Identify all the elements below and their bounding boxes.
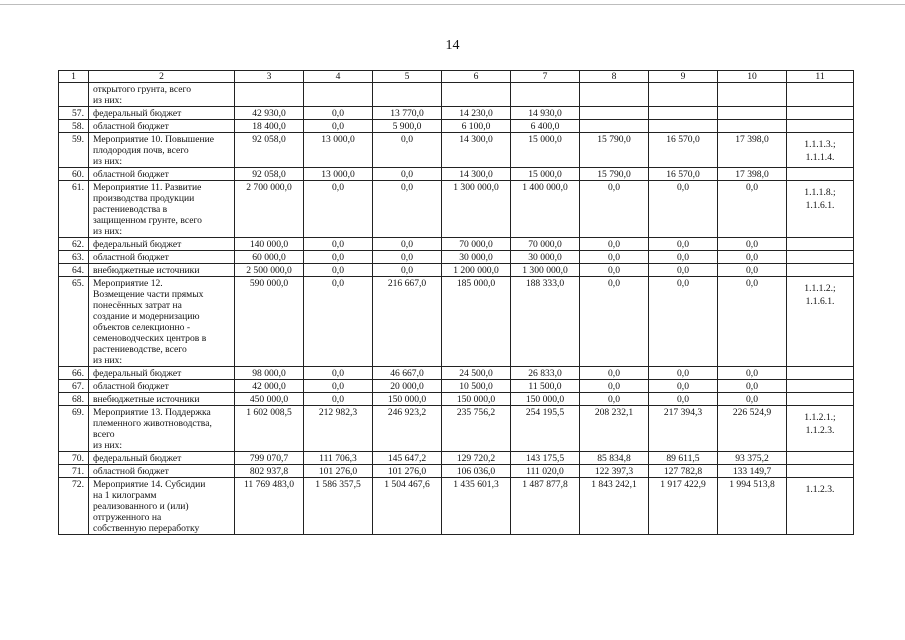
- value-col-6: 185 000,0: [442, 277, 511, 367]
- row-number: [59, 83, 89, 107]
- value-col-10: 0,0: [718, 277, 787, 367]
- header-col-4: 4: [304, 71, 373, 83]
- value-col-8: [580, 83, 649, 107]
- row-number: 71.: [59, 465, 89, 478]
- value-col-6: 129 720,2: [442, 452, 511, 465]
- row-name-line: внебюджетные источники: [93, 265, 200, 276]
- row-reference: [787, 264, 854, 277]
- value-col-4: [304, 83, 373, 107]
- value-col-3: 450 000,0: [235, 393, 304, 406]
- value-col-9: 89 611,5: [649, 452, 718, 465]
- row-name-line: растениеводства в: [93, 204, 168, 215]
- value-col-8: 122 397,3: [580, 465, 649, 478]
- value-col-7: 15 000,0: [511, 168, 580, 181]
- row-number: 60.: [59, 168, 89, 181]
- row-name-line: реализованного и (или): [93, 501, 189, 512]
- page-number: 14: [445, 38, 460, 53]
- row-name: [89, 264, 235, 277]
- row-name-line: внебюджетные источники: [93, 394, 200, 405]
- row-name: [89, 367, 235, 380]
- row-name-line: производства продукции: [93, 193, 195, 204]
- value-col-10: 133 149,7: [718, 465, 787, 478]
- value-col-5: 0,0: [373, 238, 442, 251]
- value-col-3: 11 769 483,0: [235, 478, 304, 535]
- value-col-7: 254 195,5: [511, 406, 580, 452]
- row-name-line: создание и модернизацию: [93, 311, 200, 322]
- reference-line: 1.1.6.1.: [805, 296, 835, 307]
- value-col-10: [718, 120, 787, 133]
- row-reference: [787, 277, 854, 367]
- budget-table: [58, 70, 854, 535]
- row-number: 67.: [59, 380, 89, 393]
- table-row: [59, 393, 854, 406]
- value-col-9: 0,0: [649, 181, 718, 238]
- value-col-5: 0,0: [373, 168, 442, 181]
- value-col-8: 0,0: [580, 264, 649, 277]
- row-name-line: Мероприятие 10. Повышение: [93, 134, 214, 145]
- row-number: 66.: [59, 367, 89, 380]
- row-number: 69.: [59, 406, 89, 452]
- header-col-5: 5: [373, 71, 442, 83]
- row-name: [89, 380, 235, 393]
- value-col-5: 216 667,0: [373, 277, 442, 367]
- value-col-3: 18 400,0: [235, 120, 304, 133]
- table-row: [59, 133, 854, 168]
- table-row: [59, 478, 854, 535]
- row-number: 57.: [59, 107, 89, 120]
- value-col-9: [649, 120, 718, 133]
- row-name-line: федеральный бюджет: [93, 108, 182, 119]
- row-name-line: Мероприятие 11. Развитие: [93, 182, 202, 193]
- row-name: [89, 120, 235, 133]
- value-col-7: 70 000,0: [511, 238, 580, 251]
- value-col-3: 92 058,0: [235, 168, 304, 181]
- value-col-3: 60 000,0: [235, 251, 304, 264]
- row-name-line: федеральный бюджет: [93, 368, 182, 379]
- row-name-line: открытого грунта, всего: [93, 84, 192, 95]
- value-col-7: [511, 83, 580, 107]
- table-row: [59, 277, 854, 367]
- row-reference: [787, 380, 854, 393]
- value-col-9: 1 917 422,9: [649, 478, 718, 535]
- row-name: [89, 277, 235, 367]
- value-col-8: 0,0: [580, 181, 649, 238]
- value-col-4: 0,0: [304, 120, 373, 133]
- value-col-7: 1 487 877,8: [511, 478, 580, 535]
- value-col-6: 30 000,0: [442, 251, 511, 264]
- value-col-6: 1 300 000,0: [442, 181, 511, 238]
- value-col-8: 0,0: [580, 251, 649, 264]
- row-name-line: из них:: [93, 355, 123, 366]
- value-col-5: 145 647,2: [373, 452, 442, 465]
- value-col-10: 1 994 513,8: [718, 478, 787, 535]
- value-col-6: 106 036,0: [442, 465, 511, 478]
- row-name-line: из них:: [93, 95, 123, 106]
- value-col-4: 13 000,0: [304, 168, 373, 181]
- row-name-line: понесённых затрат на: [93, 300, 182, 311]
- value-col-8: 1 843 242,1: [580, 478, 649, 535]
- value-col-3: 799 070,7: [235, 452, 304, 465]
- value-col-4: 0,0: [304, 264, 373, 277]
- value-col-6: 14 230,0: [442, 107, 511, 120]
- row-name-line: федеральный бюджет: [93, 453, 182, 464]
- value-col-8: 0,0: [580, 367, 649, 380]
- table-row: [59, 120, 854, 133]
- value-col-10: 0,0: [718, 238, 787, 251]
- reference-line: 1.1.1.4.: [805, 152, 835, 163]
- value-col-4: 1 586 357,5: [304, 478, 373, 535]
- row-name-line: собственную переработку: [93, 523, 200, 534]
- row-reference: [787, 107, 854, 120]
- row-name: [89, 452, 235, 465]
- value-col-6: 235 756,2: [442, 406, 511, 452]
- row-number: 65.: [59, 277, 89, 367]
- row-reference: [787, 168, 854, 181]
- row-name-line: из них:: [93, 156, 123, 167]
- value-col-3: [235, 83, 304, 107]
- row-name-line: из них:: [93, 226, 123, 237]
- page-top-rule: [0, 4, 905, 5]
- value-col-7: 150 000,0: [511, 393, 580, 406]
- value-col-4: 0,0: [304, 367, 373, 380]
- row-number: 62.: [59, 238, 89, 251]
- reference-line: 1.1.6.1.: [805, 200, 835, 211]
- value-col-7: 188 333,0: [511, 277, 580, 367]
- table-row: [59, 452, 854, 465]
- row-name-line: областной бюджет: [93, 169, 169, 180]
- row-name-line: Мероприятие 12.: [93, 278, 163, 289]
- row-reference: [787, 393, 854, 406]
- value-col-5: 246 923,2: [373, 406, 442, 452]
- value-col-4: 0,0: [304, 393, 373, 406]
- value-col-3: 140 000,0: [235, 238, 304, 251]
- header-col-8: 8: [580, 71, 649, 83]
- row-name-line: областной бюджет: [93, 466, 169, 477]
- value-col-3: 590 000,0: [235, 277, 304, 367]
- row-reference: [787, 465, 854, 478]
- value-col-7: 6 400,0: [511, 120, 580, 133]
- value-col-4: 13 000,0: [304, 133, 373, 168]
- row-name-line: плодородия почв, всего: [93, 145, 189, 156]
- value-col-10: 0,0: [718, 380, 787, 393]
- value-col-5: 46 667,0: [373, 367, 442, 380]
- value-col-3: 42 930,0: [235, 107, 304, 120]
- row-reference: [787, 406, 854, 452]
- row-reference: [787, 133, 854, 168]
- value-col-7: 11 500,0: [511, 380, 580, 393]
- value-col-6: 6 100,0: [442, 120, 511, 133]
- reference-line: 1.1.1.2.;: [804, 283, 836, 294]
- value-col-4: 0,0: [304, 238, 373, 251]
- table-row: [59, 465, 854, 478]
- value-col-9: 0,0: [649, 277, 718, 367]
- row-reference: [787, 251, 854, 264]
- value-col-7: 143 175,5: [511, 452, 580, 465]
- value-col-4: 111 706,3: [304, 452, 373, 465]
- value-col-3: 42 000,0: [235, 380, 304, 393]
- value-col-4: 0,0: [304, 181, 373, 238]
- value-col-10: 0,0: [718, 393, 787, 406]
- row-name: [89, 168, 235, 181]
- value-col-9: 0,0: [649, 264, 718, 277]
- value-col-6: 24 500,0: [442, 367, 511, 380]
- value-col-7: 26 833,0: [511, 367, 580, 380]
- value-col-7: 15 000,0: [511, 133, 580, 168]
- value-col-10: 17 398,0: [718, 168, 787, 181]
- row-name-line: растениеводстве, всего: [93, 344, 187, 355]
- value-col-6: 1 435 601,3: [442, 478, 511, 535]
- row-name-line: областной бюджет: [93, 381, 169, 392]
- row-number: 61.: [59, 181, 89, 238]
- row-name-line: объектов селекционно -: [93, 322, 191, 333]
- header-col-10: 10: [718, 71, 787, 83]
- value-col-7: 111 020,0: [511, 465, 580, 478]
- value-col-8: 0,0: [580, 380, 649, 393]
- value-col-3: 92 058,0: [235, 133, 304, 168]
- row-reference: [787, 452, 854, 465]
- value-col-10: [718, 107, 787, 120]
- row-name: [89, 107, 235, 120]
- value-col-6: 150 000,0: [442, 393, 511, 406]
- value-col-9: 0,0: [649, 251, 718, 264]
- value-col-6: 1 200 000,0: [442, 264, 511, 277]
- row-name-line: Мероприятие 14. Субсидии: [93, 479, 206, 490]
- table-row: [59, 264, 854, 277]
- value-col-9: [649, 107, 718, 120]
- value-col-5: 0,0: [373, 251, 442, 264]
- value-col-10: 17 398,0: [718, 133, 787, 168]
- value-col-7: 14 930,0: [511, 107, 580, 120]
- row-number: 58.: [59, 120, 89, 133]
- row-name-line: племенного животноводства,: [93, 418, 212, 429]
- row-reference: [787, 367, 854, 380]
- row-number: 70.: [59, 452, 89, 465]
- table-row: [59, 168, 854, 181]
- row-name-line: семеноводческих центров в: [93, 333, 207, 344]
- table-body: [59, 83, 854, 535]
- row-reference: [787, 478, 854, 535]
- value-col-3: 2 700 000,0: [235, 181, 304, 238]
- value-col-6: [442, 83, 511, 107]
- value-col-5: 13 770,0: [373, 107, 442, 120]
- row-name-line: областной бюджет: [93, 252, 169, 263]
- row-name: [89, 393, 235, 406]
- value-col-8: 15 790,0: [580, 168, 649, 181]
- row-number: 68.: [59, 393, 89, 406]
- value-col-9: 0,0: [649, 238, 718, 251]
- value-col-4: 0,0: [304, 277, 373, 367]
- header-col-7: 7: [511, 71, 580, 83]
- value-col-3: 2 500 000,0: [235, 264, 304, 277]
- row-name: [89, 181, 235, 238]
- value-col-7: 1 400 000,0: [511, 181, 580, 238]
- value-col-8: 0,0: [580, 238, 649, 251]
- value-col-10: 0,0: [718, 181, 787, 238]
- row-reference: [787, 83, 854, 107]
- row-name: [89, 406, 235, 452]
- value-col-10: 93 375,2: [718, 452, 787, 465]
- value-col-7: 30 000,0: [511, 251, 580, 264]
- header-col-2: 2: [89, 71, 235, 83]
- value-col-3: 1 602 008,5: [235, 406, 304, 452]
- row-name: [89, 83, 235, 107]
- value-col-8: 0,0: [580, 277, 649, 367]
- header-col-6: 6: [442, 71, 511, 83]
- row-name-line: всего: [93, 429, 115, 440]
- reference-line: 1.1.2.3.: [805, 425, 835, 436]
- value-col-9: 217 394,3: [649, 406, 718, 452]
- value-col-5: 0,0: [373, 181, 442, 238]
- header-col-11: 11: [787, 71, 854, 83]
- row-number: 64.: [59, 264, 89, 277]
- row-name: [89, 478, 235, 535]
- row-reference: [787, 238, 854, 251]
- value-col-5: 150 000,0: [373, 393, 442, 406]
- row-name-line: областной бюджет: [93, 121, 169, 132]
- value-col-10: 0,0: [718, 264, 787, 277]
- value-col-10: 0,0: [718, 367, 787, 380]
- value-col-5: 0,0: [373, 133, 442, 168]
- row-reference: [787, 181, 854, 238]
- header-col-9: 9: [649, 71, 718, 83]
- reference-line: 1.1.1.8.;: [804, 187, 836, 198]
- value-col-9: 127 782,8: [649, 465, 718, 478]
- value-col-9: 0,0: [649, 393, 718, 406]
- value-col-9: 0,0: [649, 367, 718, 380]
- row-name-line: федеральный бюджет: [93, 239, 182, 250]
- table-row: [59, 107, 854, 120]
- value-col-4: 0,0: [304, 251, 373, 264]
- table-row: [59, 238, 854, 251]
- table-row: [59, 83, 854, 107]
- value-col-8: 15 790,0: [580, 133, 649, 168]
- row-name-line: защищенном грунте, всего: [93, 215, 202, 226]
- value-col-7: 1 300 000,0: [511, 264, 580, 277]
- value-col-5: 1 504 467,6: [373, 478, 442, 535]
- reference-line: 1.1.2.3.: [805, 484, 835, 495]
- row-name: [89, 251, 235, 264]
- value-col-10: 0,0: [718, 251, 787, 264]
- row-name: [89, 465, 235, 478]
- value-col-9: 16 570,0: [649, 133, 718, 168]
- value-col-3: 802 937,8: [235, 465, 304, 478]
- header-col-3: 3: [235, 71, 304, 83]
- value-col-6: 70 000,0: [442, 238, 511, 251]
- value-col-4: 0,0: [304, 380, 373, 393]
- table-row: [59, 251, 854, 264]
- row-name-line: на 1 килограмм: [93, 490, 157, 501]
- value-col-6: 10 500,0: [442, 380, 511, 393]
- value-col-5: 20 000,0: [373, 380, 442, 393]
- value-col-6: 14 300,0: [442, 133, 511, 168]
- value-col-8: 0,0: [580, 393, 649, 406]
- value-col-8: 208 232,1: [580, 406, 649, 452]
- table-header-row: [59, 71, 854, 83]
- value-col-8: [580, 120, 649, 133]
- table-row: [59, 367, 854, 380]
- value-col-10: [718, 83, 787, 107]
- row-name: [89, 133, 235, 168]
- row-name-line: из них:: [93, 440, 123, 451]
- value-col-6: 14 300,0: [442, 168, 511, 181]
- row-name-line: Возмещение части прямых: [93, 289, 204, 300]
- header-col-1: 1: [59, 71, 89, 83]
- reference-line: 1.1.1.3.;: [804, 139, 836, 150]
- reference-line: 1.1.2.1.;: [804, 412, 836, 423]
- table-row: [59, 380, 854, 393]
- value-col-8: [580, 107, 649, 120]
- value-col-5: 101 276,0: [373, 465, 442, 478]
- value-col-4: 212 982,3: [304, 406, 373, 452]
- table-row: [59, 406, 854, 452]
- value-col-8: 85 834,8: [580, 452, 649, 465]
- row-number: 72.: [59, 478, 89, 535]
- value-col-4: 0,0: [304, 107, 373, 120]
- row-number: 63.: [59, 251, 89, 264]
- row-number: 59.: [59, 133, 89, 168]
- row-name-line: отгруженного на: [93, 512, 162, 523]
- value-col-5: [373, 83, 442, 107]
- value-col-9: 16 570,0: [649, 168, 718, 181]
- value-col-9: [649, 83, 718, 107]
- row-name-line: Мероприятие 13. Поддержка: [93, 407, 211, 418]
- value-col-10: 226 524,9: [718, 406, 787, 452]
- row-reference: [787, 120, 854, 133]
- value-col-3: 98 000,0: [235, 367, 304, 380]
- value-col-4: 101 276,0: [304, 465, 373, 478]
- table-row: [59, 181, 854, 238]
- value-col-5: 5 900,0: [373, 120, 442, 133]
- value-col-5: 0,0: [373, 264, 442, 277]
- row-name: [89, 238, 235, 251]
- value-col-9: 0,0: [649, 380, 718, 393]
